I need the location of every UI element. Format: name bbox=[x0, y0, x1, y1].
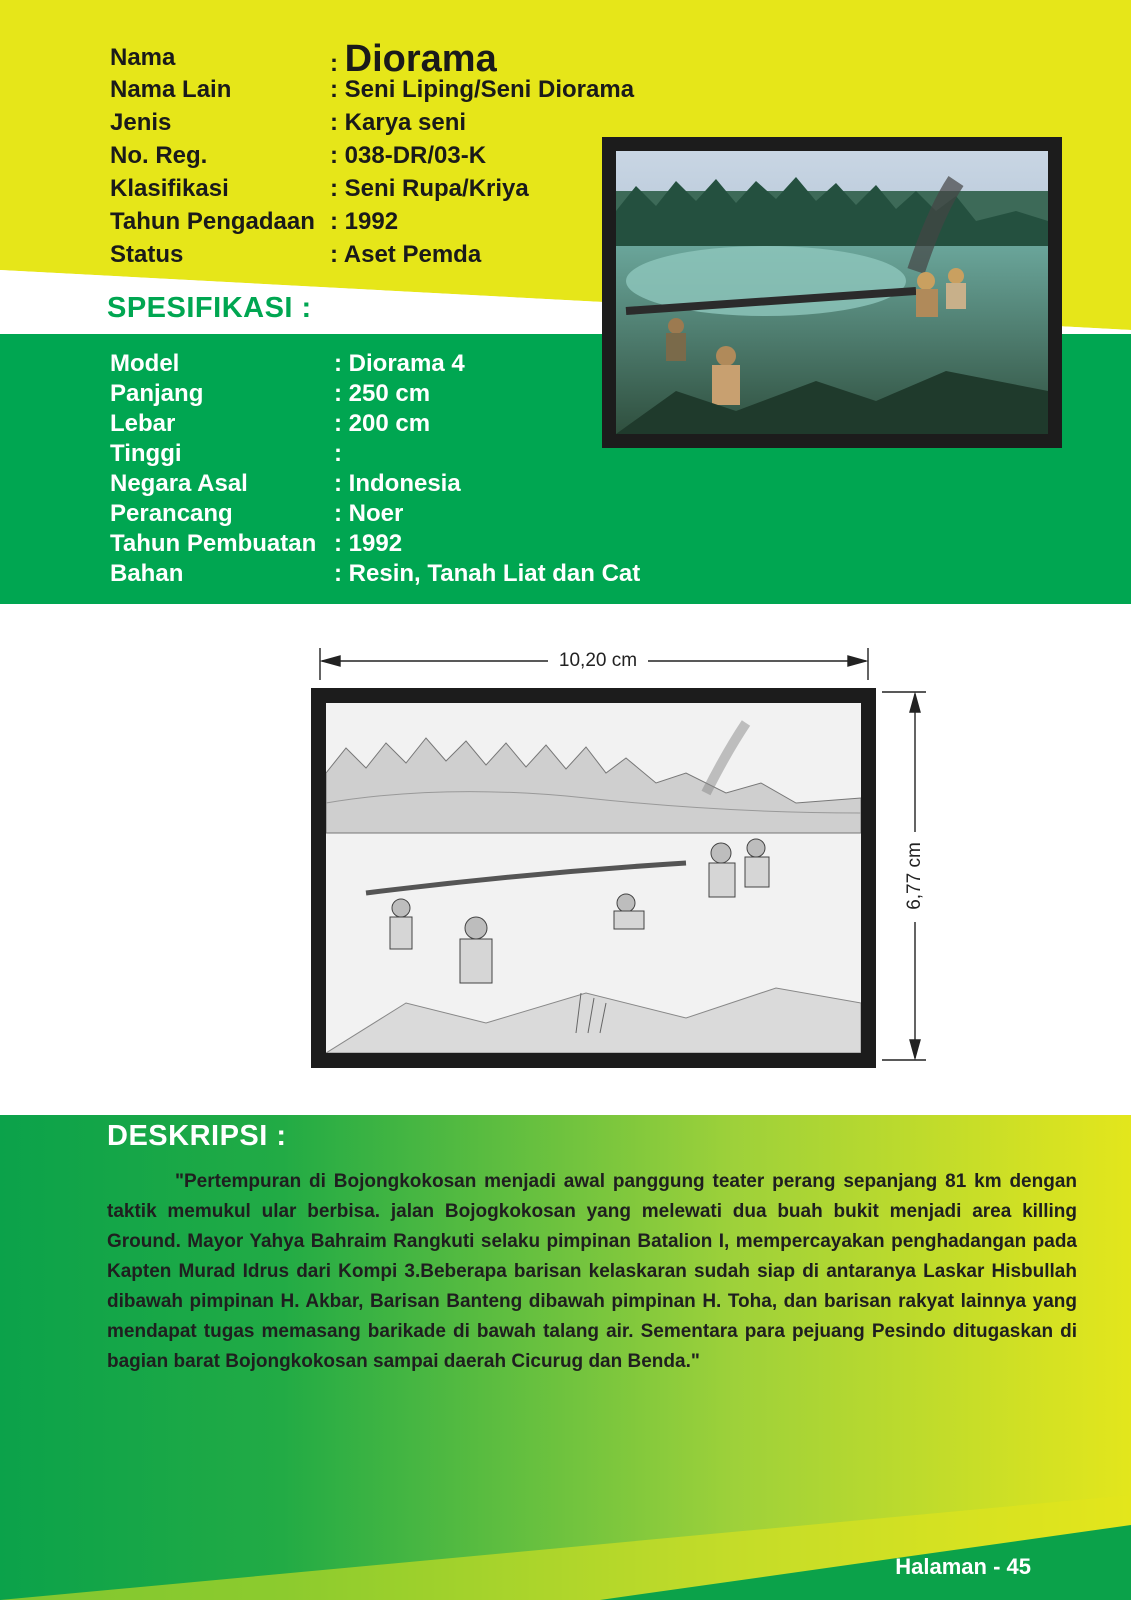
spec-label: Perancang bbox=[110, 500, 233, 527]
info-label: Jenis bbox=[110, 109, 172, 136]
spec-value: : Diorama 4 bbox=[334, 350, 465, 377]
spec-label: Lebar bbox=[110, 410, 176, 437]
width-label: 10,20 cm bbox=[558, 650, 638, 671]
diorama-photo bbox=[602, 137, 1062, 448]
description-text-block bbox=[107, 1167, 1077, 1377]
spec-label: Tinggi bbox=[110, 440, 182, 467]
info-value: : Seni Liping/Seni Diorama bbox=[330, 76, 635, 103]
info-label: No. Reg. bbox=[110, 142, 208, 169]
info-value-title: : Diorama bbox=[330, 38, 497, 80]
info-label: Nama Lain bbox=[110, 76, 232, 103]
info-value: : 038-DR/03-K bbox=[330, 142, 487, 169]
spec-value: : 1992 bbox=[334, 530, 403, 557]
spec-value: : Resin, Tanah Liat dan Cat bbox=[334, 560, 641, 587]
spec-value: : Indonesia bbox=[334, 470, 461, 497]
description-title: DESKRIPSI : bbox=[107, 1120, 287, 1152]
spec-label: Model bbox=[110, 350, 180, 377]
spec-value: : Noer bbox=[334, 500, 404, 527]
info-label: Status bbox=[110, 241, 184, 268]
spec-label: Negara Asal bbox=[110, 470, 248, 497]
spec-title: SPESIFIKASI : bbox=[107, 292, 312, 324]
diorama-sketch bbox=[311, 688, 876, 1068]
spec-value: : 250 cm bbox=[334, 380, 431, 407]
info-value: : Karya seni bbox=[330, 109, 467, 136]
spec-label: Panjang bbox=[110, 380, 204, 407]
diorama-photo-image bbox=[616, 151, 1048, 434]
spec-value: : 200 cm bbox=[334, 410, 431, 437]
spec-value: : bbox=[334, 440, 342, 467]
info-label: Nama bbox=[110, 44, 176, 71]
info-value: : 1992 bbox=[330, 208, 399, 235]
spec-label: Tahun Pembuatan bbox=[110, 530, 317, 557]
info-value: : Seni Rupa/Kriya bbox=[330, 175, 529, 202]
info-label: Klasifikasi bbox=[110, 175, 229, 202]
description-paragraph: "Pertempuran di Bojongkokosan menjadi awal panggung teater perang sepanjang 81 km dengan taktik memukul ular berbisa. jalan Bojogkokosan yang melewati dua buah bukit menjadi area killing Ground. Mayor Yahya Bahraim Rangkuti selaku pimpinan Batalion I, mempercayakan penghadangan pada Kapten Murad Idrus dari Kompi 3.Beberapa barisan kelaskaran sudah siap di antaranya Laskar Hisbullah dibawah pimpinan H. Akbar, Barisan Banteng dibawah pimpinan H. Toha, dan barisan rakyat lainnya yang mendapat tugas memasang barikade di bawah talang air. Sementara para pejuang Pesindo ditugaskan di bagian barat Bojongkokosan sampai daerah Cicurug dan Benda." bbox=[107, 1171, 1077, 1372]
spec-label: Bahan bbox=[110, 560, 184, 587]
diorama-sketch-image bbox=[326, 703, 861, 1053]
page-number: Halaman - 45 bbox=[895, 1554, 1031, 1579]
info-value: : Aset Pemda bbox=[330, 241, 482, 268]
info-label: Tahun Pengadaan bbox=[110, 208, 315, 235]
height-label: 6,77 cm bbox=[904, 842, 925, 910]
